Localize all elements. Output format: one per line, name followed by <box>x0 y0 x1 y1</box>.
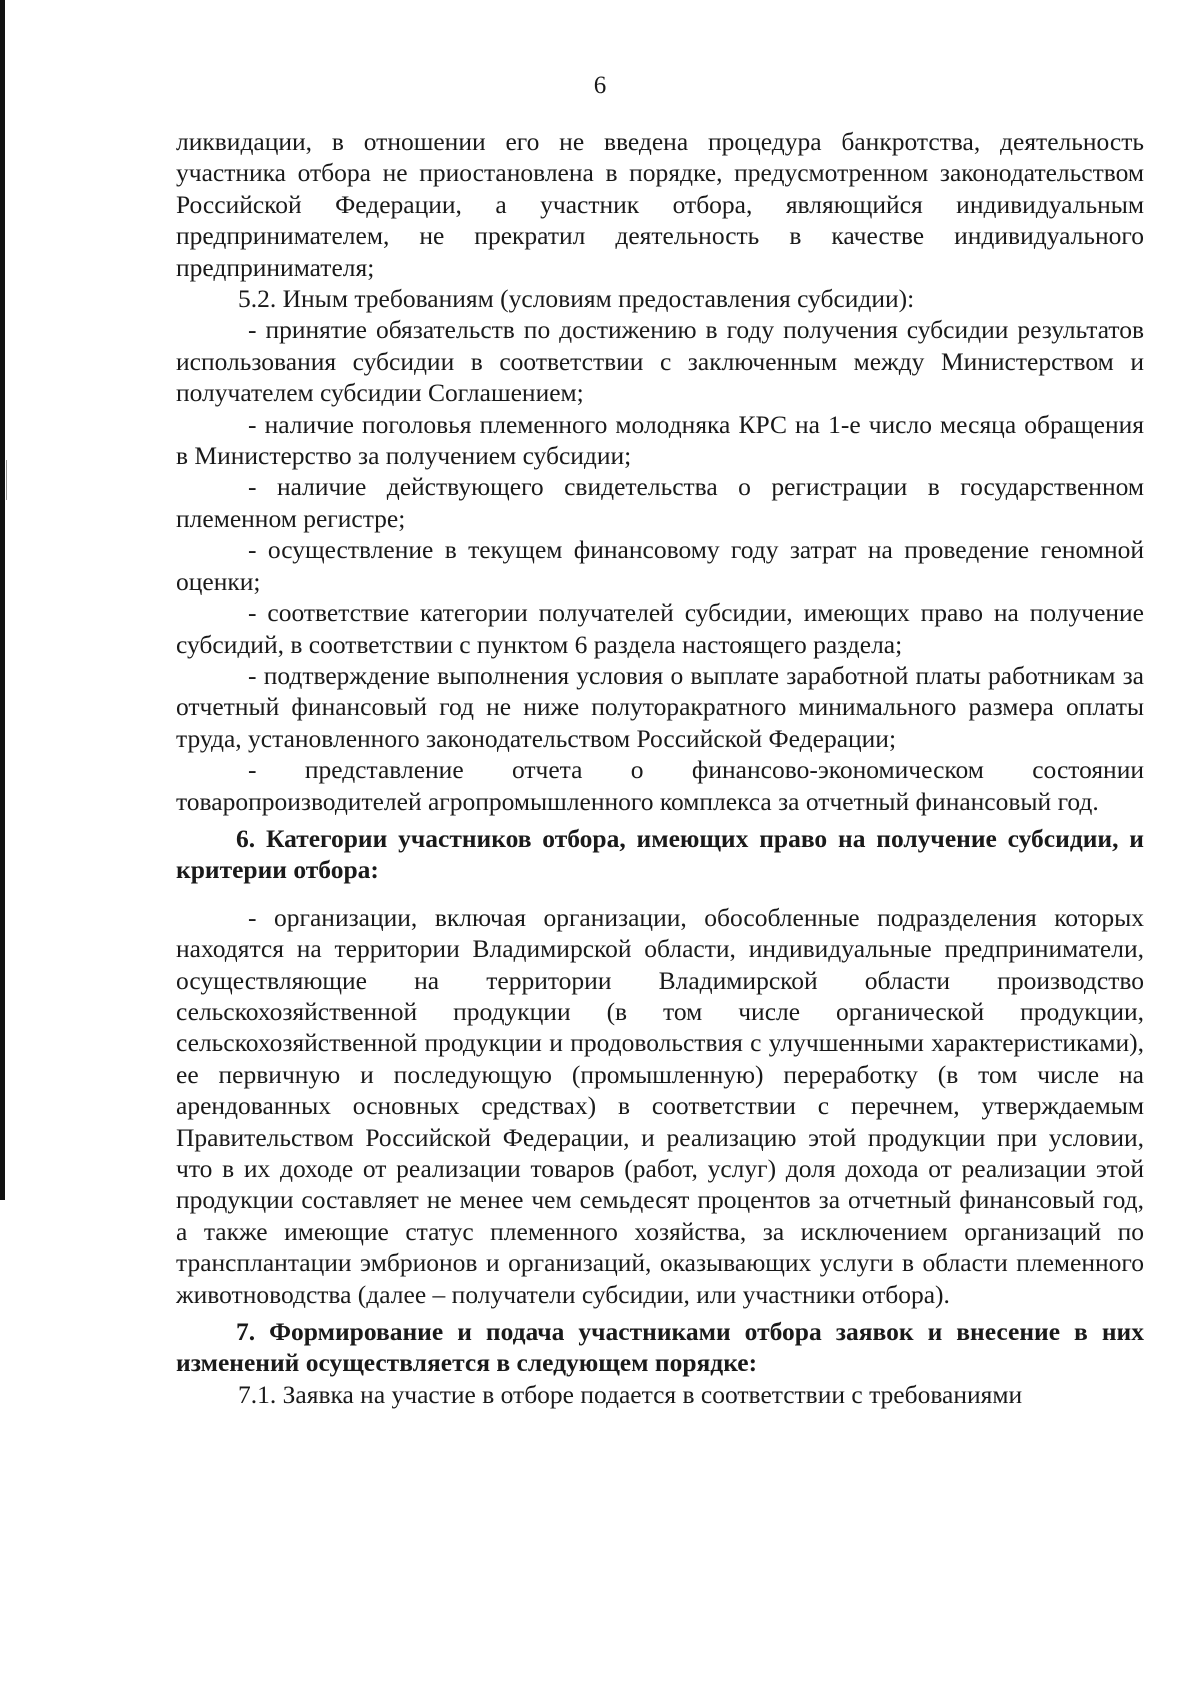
section-heading-7: 7. Формирование и подача участниками отбора заявок и внесение в них изменений осуществляется в следующем порядке: <box>176 1317 1144 1378</box>
list-item: - представление отчета о финансово-экономическом состоянии товаропроизводителей агропромышленного комплекса за отчетный финансовый год. <box>176 755 1144 816</box>
scan-mark <box>6 460 7 500</box>
list-item: - соответствие категории получателей субсидии, имеющих право на получение субсидий, в соответствии с пунктом 6 раздела настоящего раздела; <box>176 598 1144 659</box>
document-body <box>176 126 1144 1410</box>
paragraph-continuation: ликвидации, в отношении его не введена процедура банкротства, деятельность участника отбора не приостановлена в порядке, предусмотренном законодательством Российской Федерации, а участник отбора, являющийся индивидуальным предпринимателем, не прекратил деятельность в качестве индивидуального предпринимателя; <box>176 127 1144 282</box>
page-number: 6 <box>593 72 607 99</box>
list-item: - осуществление в текущем финансовому году затрат на проведение геномной оценки; <box>176 535 1144 596</box>
list-item: - принятие обязательств по достижению в году получения субсидии результатов использования субсидии в соответствии с заключенным между Министерством и получателем субсидии Соглашением; <box>176 315 1144 408</box>
paragraph-7-1: 7.1. Заявка на участие в отборе подается в соответствии с требованиями <box>238 1379 1023 1409</box>
list-item: - наличие поголовья племенного молодняка КРС на 1-е число месяца обращения в Министерство за получением субсидии; <box>176 409 1144 471</box>
list-item: - подтверждение выполнения условия о выплате заработной платы работникам за отчетный финансовый год не ниже полуторакратного минимального размера оплаты труда, установленного законодательством Российской Федерации; <box>176 660 1144 753</box>
section-heading-6: 6. Категории участников отбора, имеющих право на получение субсидии, и критерии отбора: <box>176 823 1144 885</box>
list-item: - наличие действующего свидетельства о регистрации в государственном племенном регистре; <box>176 472 1144 533</box>
scan-left-edge <box>0 0 5 1200</box>
paragraph-5-2: 5.2. Иным требованиям (условиям предоставления субсидии): <box>238 284 915 314</box>
list-item: - организации, включая организации, обособленные подразделения которых находятся на территории Владимирской области, индивидуальные предприниматели, осуществляющие на территории Владимирской области производство сельскохозяйственной продукции (в том числе органической продукции, сельскохозяйственной продукции и продовольствия с улучшенными характеристиками), ее первичную и последующую (промышленную) переработку (в том числе на арендованных основных средствах) в соответствии с перечнем, утверждаемым Правительством Российской Федерации, и реализацию этой продукции при условии, что в их доходе от реализации товаров (работ, услуг) доля дохода от реализации этой продукции составляет не менее чем семьдесят процентов за отчетный финансовый год, а также имеющие статус племенного хозяйства, за исключением организаций по трансплантации эмбрионов и организаций, оказывающих услуги в области племенного животноводства (далее – получатели субсидии, или участники отбора). <box>176 902 1144 1309</box>
